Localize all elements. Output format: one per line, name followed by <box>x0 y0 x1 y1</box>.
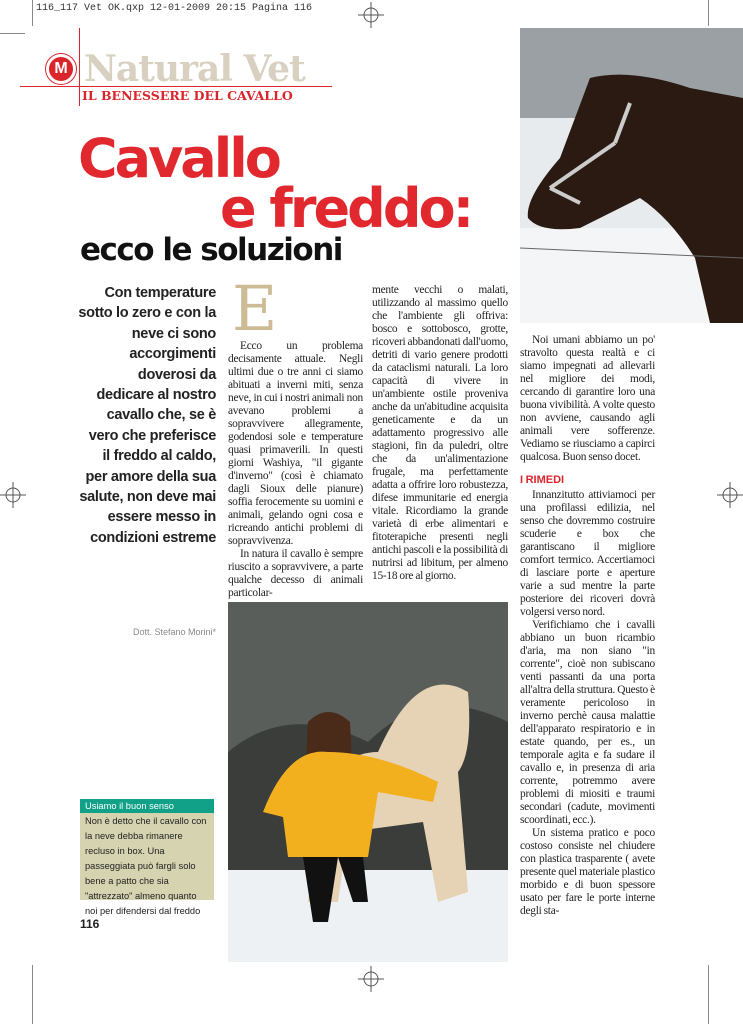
section-title: IL BENESSERE DEL CAVALLO <box>82 88 293 103</box>
rider-horse-photo <box>228 602 508 962</box>
paragraph: In natura il cavallo è sempre riuscito a sopravvivere, a parte qualche decesso di animali particolar- <box>228 548 363 599</box>
logo-icon: M <box>46 54 76 84</box>
paragraph: Un sistema pratico e poco costoso consiste nel chiudere con plastica trasparente ( avete presente quel materiale plastico morbido e di buon spessore usato per fare le porte interne degli sta- <box>520 827 655 917</box>
column-1 <box>228 340 363 600</box>
drop-cap: E <box>232 272 278 345</box>
column-3 <box>520 334 655 918</box>
crop-mark <box>708 0 709 26</box>
page-number: 116 <box>80 917 100 931</box>
paragraph: mente vecchi o malati, utilizzando al massimo quello che l'ambiente gli offriva: bosco e sottobosco, grotte, ricoveri abbandonati dall'uomo, detriti di vario genere prodotti da cataclismi naturali. La loro capacità di vivere in un'ambiente ostile proveniva anche da un'abitudine acquisita geneticamente e da un adattamento progressivo alle stagioni, fin da puledri, oltre che da un'alimentazione frugale, ma perfettamente adatta a offrire loro robustezza, difese immunitarie ed energia vitale. Ricordiamo la grande varietà di erbe alimentari e fitoterapiche presenti negli antichi pascoli e la possibilità di nutrirsi ad libitum, per almeno 15-18 ore al giorno. <box>372 284 508 582</box>
crop-mark <box>32 965 33 1024</box>
crop-mark <box>32 0 33 26</box>
crop-mark <box>0 33 25 34</box>
subtitle: Con temperature sotto lo zero e con la neve ci sono accorgimenti doverosi da dedicare al nostro cavallo che, se è vero che preferisce il freddo al caldo, per amore della sua salute, non deve mai essere messo in condizioni estreme <box>78 285 216 546</box>
sidebar-text: Non è detto che il cavallo con la neve debba rimanere recluso in box. Una passeggiata può fargli solo bene a patto che sia "attrezzato" almeno quanto noi per difendersi dal freddo <box>85 816 207 916</box>
sidebar-title: Usiamo il buon senso <box>80 799 214 813</box>
author: Dott. Stefano Morini* <box>132 627 216 637</box>
header-rule-vertical <box>79 28 80 106</box>
registration-mark-icon <box>358 2 384 28</box>
paragraph: Noi umani abbiamo un po' stravolto questa realtà e ci siamo impegnati ad allevarli nel migliore dei modi, cercando di garantire loro una buona vivibilità. A volte questo non avviene, causando agli animali vere sofferenze. Vediamo se riusciamo a capirci qualcosa. Buon senso docet. <box>520 334 655 463</box>
paragraph: Innanzitutto attiviamoci per una profilassi edilizia, nel senso che dovremmo costruire scuderie e box che garantiscano il migliore comfort termico. Accertiamoci di lasciare porte e aperture varie a sud mentre la parte posteriore dei ricoveri dovrà volgersi verso nord. <box>520 489 655 618</box>
crop-mark <box>708 965 709 1024</box>
title-line2: e freddo: <box>220 177 472 240</box>
title-line3: ecco le soluzioni <box>80 232 342 268</box>
title-line1: Cavallo <box>78 127 279 190</box>
magazine-name: Natural Vet <box>84 48 305 90</box>
column-2 <box>372 284 508 583</box>
section-heading: I RIMEDI <box>520 474 565 486</box>
paragraph: Verifichiamo che i cavalli abbiano un buon ricambio d'aria, ma non siano "in corrente", cioè non subiscano venti passanti da una porta all'altra della struttura. Questo è veramente pericoloso in inverno perchè causa malattie dell'apparato respiratorio e in estate quando, per es., un temporale agita e fa sudare il cavallo e, in presenza di aria corrente, potremmo avere problemi di miositi e traumi secondari (cadute, movimenti scoordinati, ecc.). <box>520 619 655 826</box>
horse-photo-top <box>520 28 743 323</box>
sidebar-box <box>80 799 214 916</box>
paragraph: Ecco un problema decisamente attuale. Negli ultimi due o tre anni ci siamo abituati a inverni miti, senza neve, in cui i nostri animali non avevano problemi a sopravvivere allegramente, godendosi sole e temperature quasi primaverili. In questi giorni Washiya, "il gigante d'inverno" (così è chiamato dagli Sioux delle pianure) soffia ferocemente su uomini e animali, gelando ogni cosa e ricreando antichi problemi di sopravvivenza. <box>228 340 363 547</box>
registration-mark-icon <box>358 966 384 992</box>
print-slug: 116_117 Vet OK.qxp 12-01-2009 20:15 Pagina 116 <box>36 3 313 14</box>
registration-mark-icon <box>0 482 26 508</box>
registration-mark-icon <box>717 482 743 508</box>
